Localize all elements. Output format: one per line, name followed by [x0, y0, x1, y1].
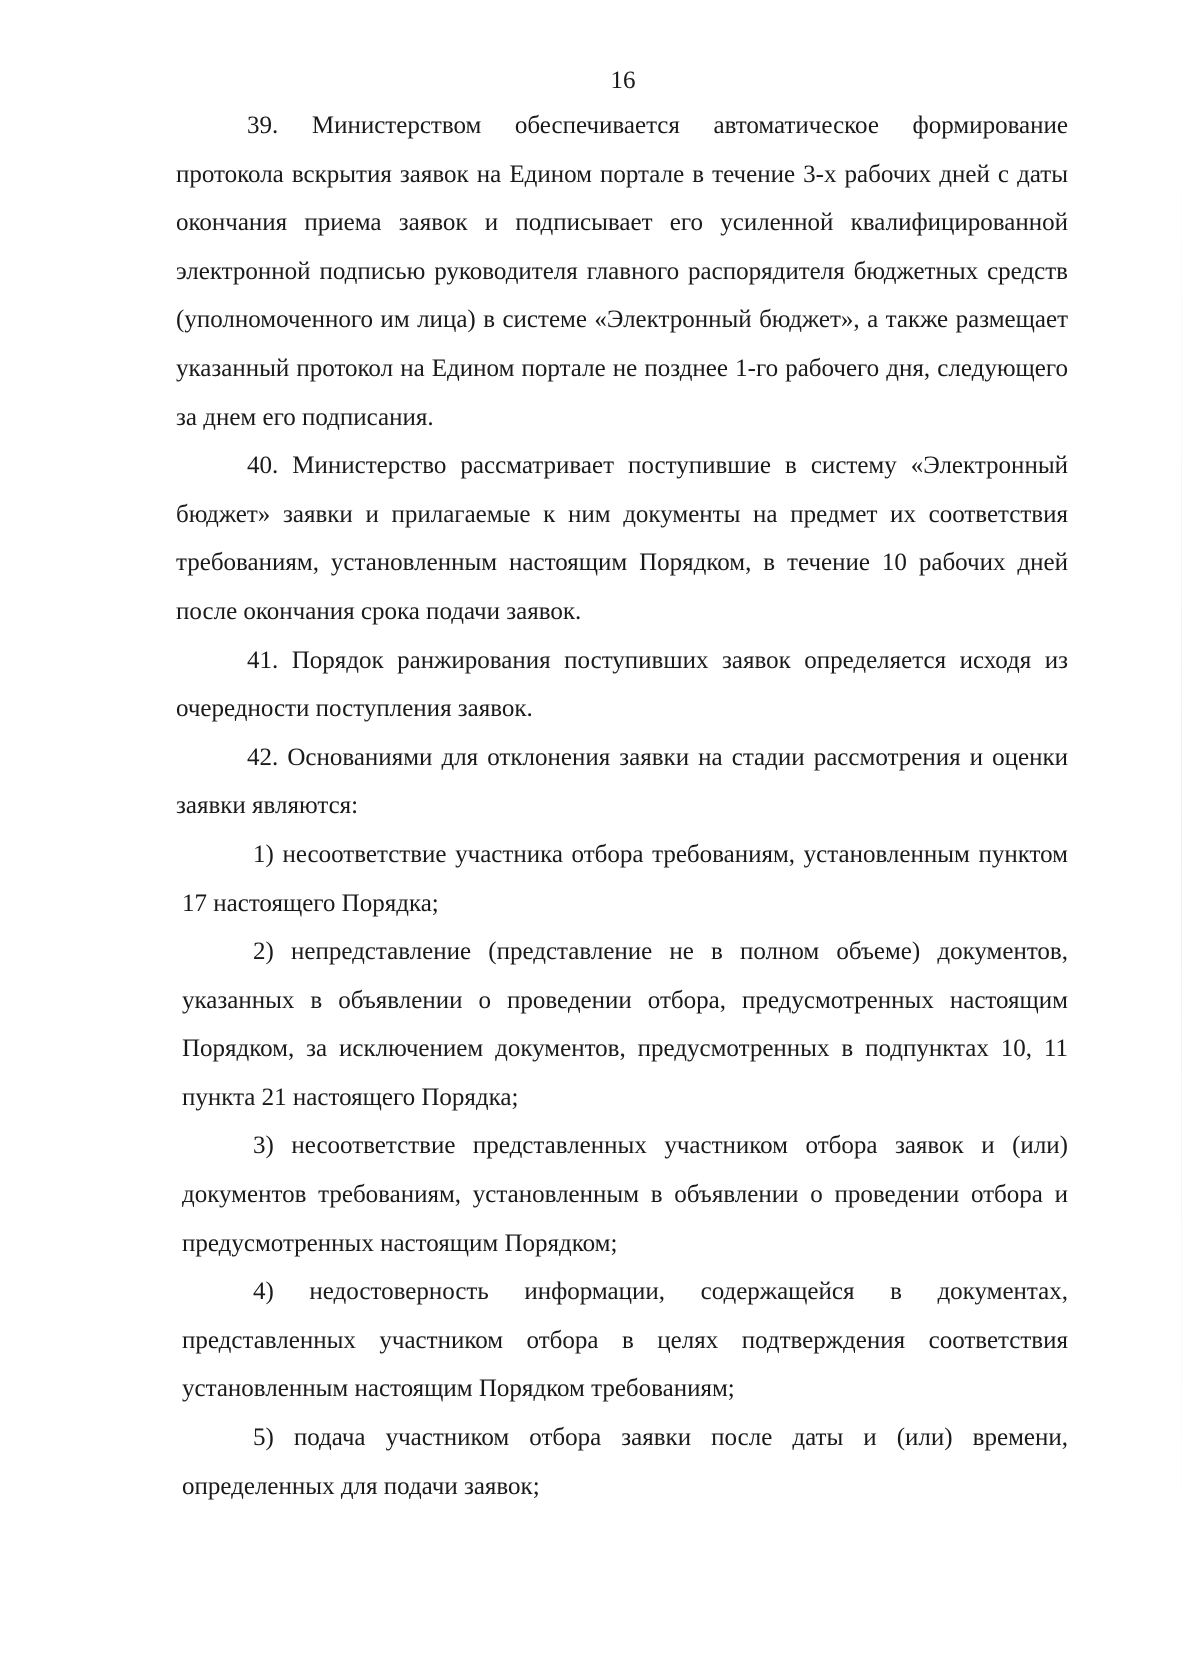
paragraph-41: 41. Порядок ранжирования поступивших заявок определяется исходя из очередности поступления заявок. [176, 646, 1068, 723]
list-item-4: 4) недостоверность информации, содержащейся в документах, представленных участником отбора в целях подтверждения соответствия установленным настоящим Порядком требованиям; [182, 1278, 1068, 1403]
paragraph-42: 42. Основаниями для отклонения заявки на стадии рассмотрения и оценки заявки являются: [176, 743, 1068, 820]
page-number: 16 [610, 67, 636, 94]
document-body [176, 102, 1068, 1511]
scan-edge-shadow [1181, 60, 1182, 1620]
paragraph-39: 39. Министерством обеспечивается автоматическое формирование протокола вскрытия заявок на Едином портале в течение 3-х рабочих дней с даты окончания приема заявок и подписывает его усиленной квалифицированной электронной подписью руководителя главного распорядителя бюджетных средств (уполномоченного им лица) в системе «Электронный бюджет», а также размещает указанный протокол на Едином портале не позднее 1-го рабочего дня, следующего за днем его подписания. [176, 112, 1068, 431]
list-item-2: 2) непредставление (представление не в полном объеме) документов, указанных в объявлении о проведении отбора, предусмотренных настоящим Порядком, за исключением документов, предусмотренных в подпунктах 10, 11 пункта 21 настоящего Порядка; [182, 938, 1068, 1111]
list-item-3: 3) несоответствие представленных участником отбора заявок и (или) документов требованиям, установленным в объявлении о проведении отбора и предусмотренных настоящим Порядком; [182, 1132, 1068, 1257]
paragraph-40: 40. Министерство рассматривает поступившие в систему «Электронный бюджет» заявки и прилагаемые к ним документы на предмет их соответствия требованиям, установленным настоящим Порядком, в течение 10 рабочих дней после окончания срока подачи заявок. [176, 452, 1068, 625]
list-item-5: 5) подача участником отбора заявки после даты и (или) времени, определенных для подачи заявок; [182, 1424, 1068, 1500]
list-item-1: 1) несоответствие участника отбора требованиям, установленным пунктом 17 настоящего Порядка; [182, 840, 1068, 917]
